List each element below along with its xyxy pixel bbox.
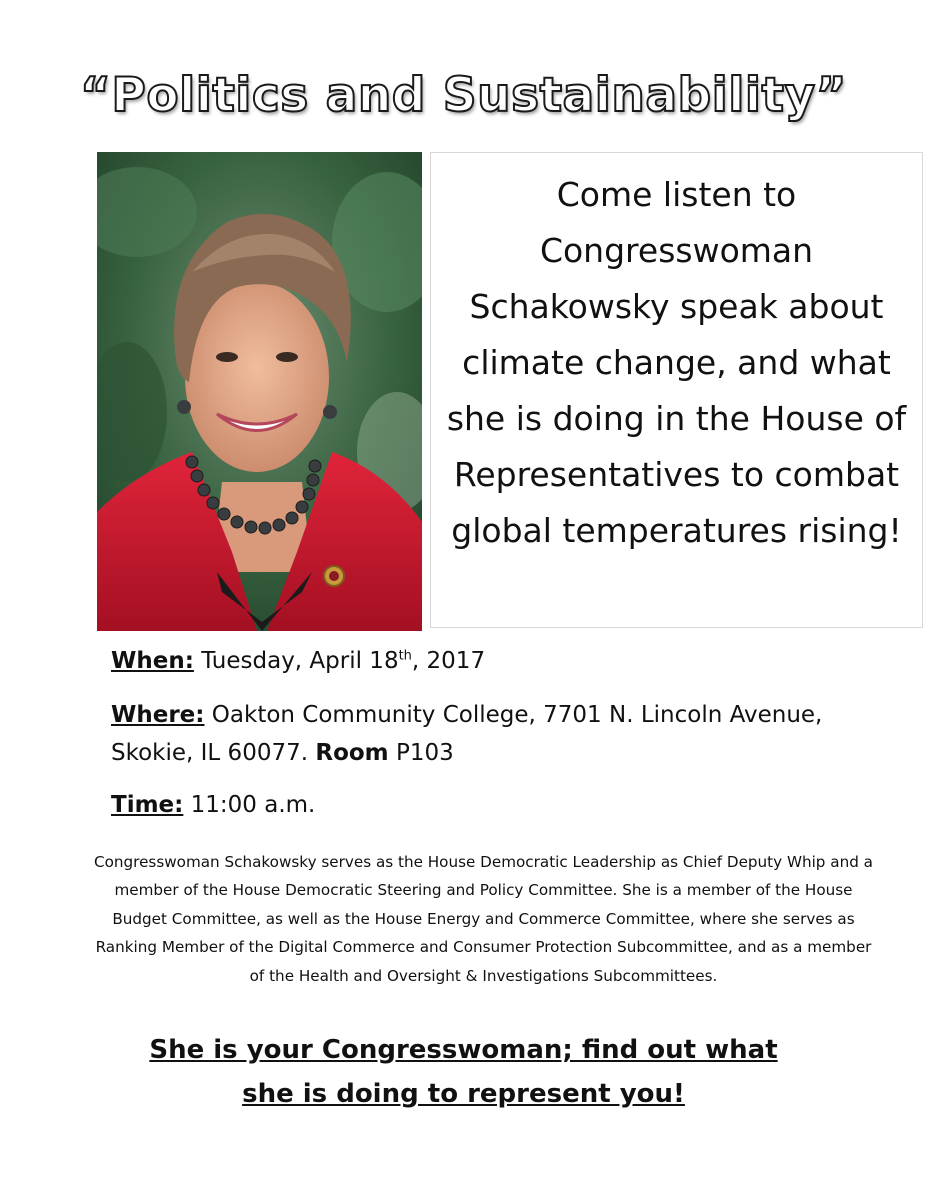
where-row <box>111 696 871 772</box>
time-label: Time: <box>111 792 184 818</box>
room-label: Room <box>315 740 389 766</box>
intro-box <box>430 152 923 628</box>
closing-callout <box>0 1028 927 1116</box>
closing-line-2: she is doing to represent you! <box>242 1079 685 1109</box>
room-value: P103 <box>388 740 454 766</box>
where-value: Oakton Community College, 7701 N. Lincoln Avenue, Skokie, IL 60077. <box>111 702 823 766</box>
time-value: 11:00 a.m. <box>183 792 316 818</box>
bio-paragraph: Congresswoman Schakowsky serves as the House Democratic Leadership as Chief Deputy Whip and a member of the House Democratic Steering and Policy Committee. She is a member of the House Budget Committee, as well as the House Energy and Commerce Committee, where she serves as Ranking Member of the Digital Commerce and Consumer Protection Subcommittee, and as a member of the Health and Oversight & Investigations Subcommittees. <box>94 853 873 985</box>
time-row <box>111 786 315 824</box>
when-value: Tuesday, April 18 <box>193 648 399 674</box>
when-label: When: <box>111 648 194 674</box>
portrait-photo <box>97 152 422 631</box>
intro-text: Come listen to Congresswoman Schakowsky speak about climate change, and what she is doing in the House of Representatives to combat global temperatures rising! <box>446 175 907 550</box>
when-row <box>111 642 485 680</box>
closing-line-1: She is your Congresswoman; find out what <box>149 1035 778 1065</box>
flyer-title: “Politics and Sustainability” <box>79 68 848 123</box>
where-label: Where: <box>111 702 205 728</box>
when-year: , 2017 <box>411 648 486 674</box>
when-ordinal: th <box>398 648 412 664</box>
